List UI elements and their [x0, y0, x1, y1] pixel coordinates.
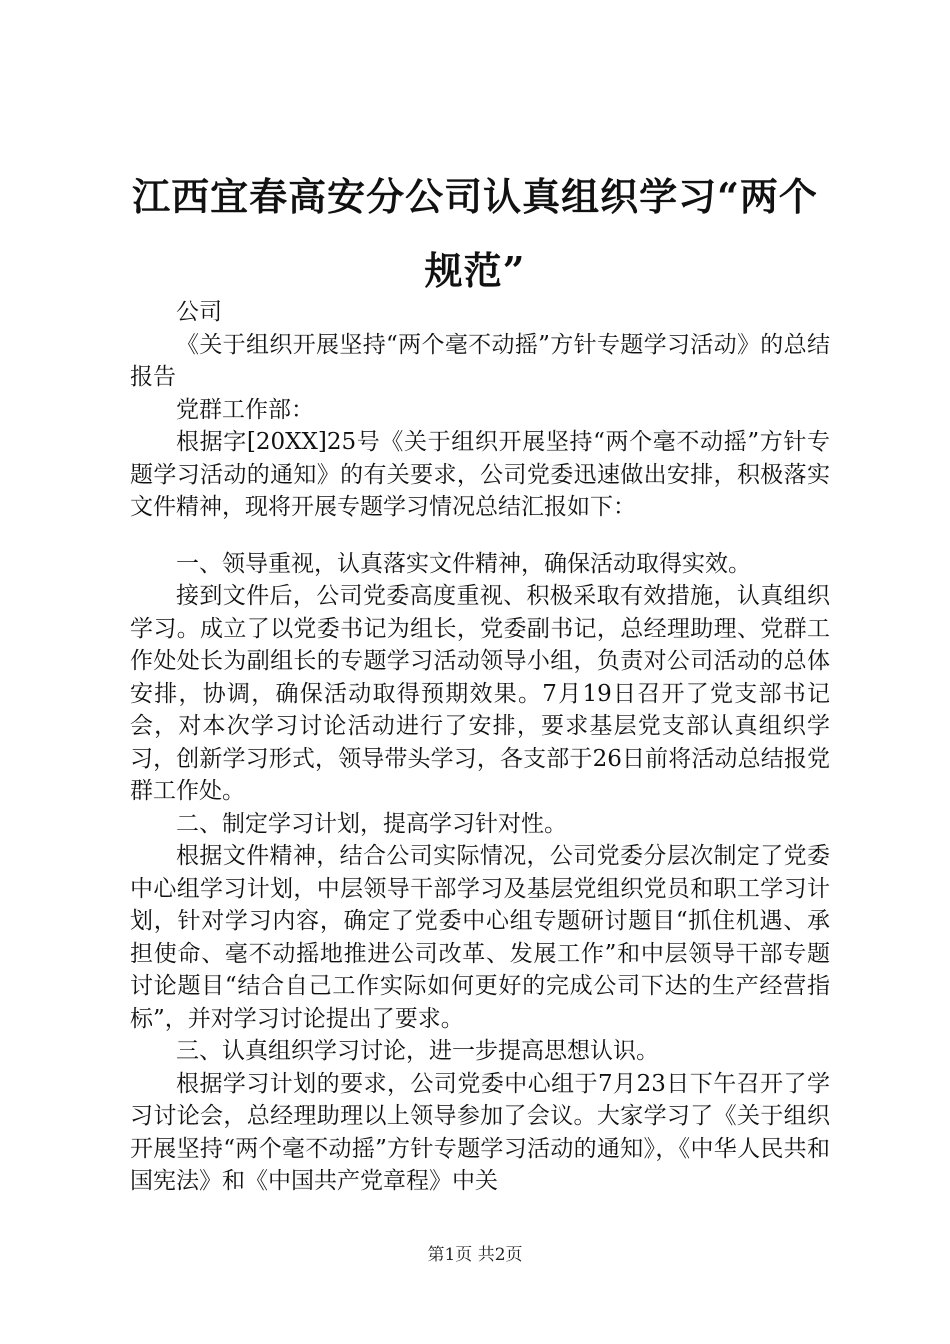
paragraph: 《关于组织开展坚持“两个毫不动摇”方针专题学习活动》的总结报告 — [130, 331, 830, 390]
section-heading: 三、认真组织学习讨论，进一步提高思想认识。 — [176, 1038, 659, 1064]
section-heading: 二、制定学习计划，提高学习针对性。 — [176, 810, 567, 837]
document-body — [130, 296, 830, 1198]
paragraph: 公司 — [176, 299, 222, 325]
section-heading: 一、领导重视，认真落实文件精神，确保活动取得实效。 — [176, 550, 751, 577]
paragraph: 根据字[20XX]25号《关于组织开展坚持“两个毫不动摇”方针专题学习活动的通知》的有关要求，公司党委迅速做出安排，积极落实文件精神，现将开展专题学习情况总结汇报如下： — [130, 429, 830, 520]
paragraph: 党群工作部： — [176, 396, 314, 423]
paragraph: 根据文件精神，结合公司实际情况，公司党委分层次制定了党委中心组学习计划，中层领导干部学习及基层党组织党员和职工学习计划，针对学习内容，确定了党委中心组专题研讨题目“抓住机遇、承担使命、毫不动摇地推进公司改革、发展工作”和中层领导干部专题讨论题目“结合自己工作实际如何更好的完成公司下达的生产经营指标”，并对学习讨论提出了要求。 — [130, 843, 830, 1032]
paragraph: 根据学习计划的要求，公司党委中心组于7月23日下午召开了学习讨论会，总经理助理以上领导参加了会议。大家学习了《关于组织开展坚持“两个毫不动摇”方针专题学习活动的通知》，《中华人民共和国宪法》和《中国共产党章程》中关 — [130, 1070, 830, 1194]
document-title: 江西宜春高安分公司认真组织学习“两个规范” — [132, 174, 818, 293]
paragraph: 接到文件后，公司党委高度重视、积极采取有效措施，认真组织学习。成立了以党委书记为组长，党委副书记，总经理助理、党群工作处处长为副组长的专题学习活动领导小组，负责对公司活动的总体安排，协调，确保活动取得预期效果。7月19日召开了党支部书记会，对本次学习讨论活动进行了安排，要求基层党支部认真组织学习，创新学习形式，领导带头学习，各支部于26日前将活动总结报党群工作处。 — [130, 583, 830, 804]
page-number: 第1页 共2页 — [427, 1245, 523, 1265]
